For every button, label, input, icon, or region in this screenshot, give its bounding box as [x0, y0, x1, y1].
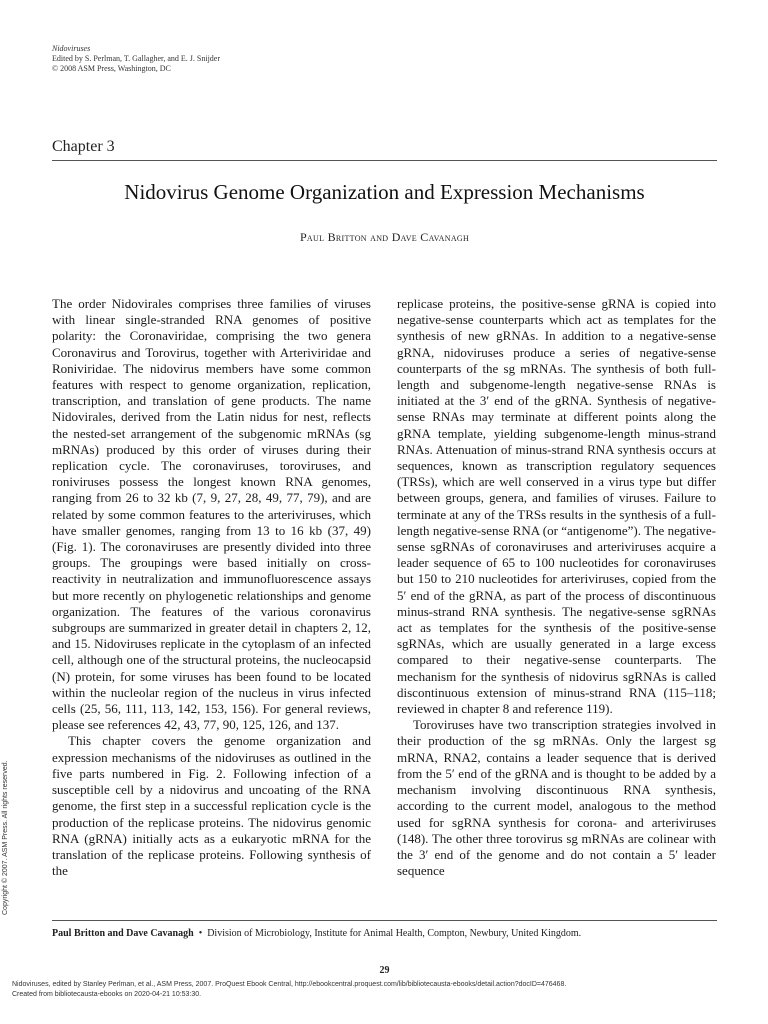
paragraph-4: Toroviruses have two transcription strategies involved in their production of the sg mRNAs. Only the largest sg mRNA, RNA2, contains a leader sequence that is derived from the 5′ end of the gRNA and is thought to be added by a mechanism involving discontinuous RNA synthesis, according to the current model, analogous to the method used for sgRNA synthesis for corona- and arteriviruses (148). The other three torovirus sg mRNAs are colinear with the 3′ end of the genome and do not contain a 5′ leader sequence — [397, 717, 716, 879]
chapter-rule — [52, 160, 717, 161]
citation-footer — [12, 980, 757, 1000]
citation-line-2: Created from bibliotecausta-ebooks on 2020-04-21 10:53:30. — [12, 991, 202, 998]
running-header — [52, 44, 220, 74]
editors-line: Edited by S. Perlman, T. Gallagher, and E. J. Snijder — [52, 54, 221, 63]
chapter-label: Chapter 3 — [52, 138, 115, 155]
copyright-line: © 2008 ASM Press, Washington, DC — [52, 64, 171, 73]
paragraph-3: replicase proteins, the positive-sense gRNA is copied into negative-sense counterparts which act as templates for the synthesis of new gRNAs. In addition to a negative-sense gRNA, nidoviruses produce a series of negative-sense counterparts of the sg mRNAs. The synthesis of both full-length and subgenome-length negative-sense RNAs is initiated at the 3′ end of the gRNA. Synthesis of negative-sense RNAs may terminate at different points along the gRNA template, yielding subgenome-length minus-strand RNAs. Attenuation of minus-strand RNA synthesis occurs at sequences, known as transcription regulatory sequences (TRSs), which are well conserved in a virus type but differ between groups, genera, and families of viruses. Failure to terminate at any of the TRSs results in the synthesis of a full-length negative-sense RNA (or “antigenome”). The negative-sense sgRNAs of coronaviruses and arteriviruses acquire a leader sequence of 65 to 100 nucleotides for coronaviruses but 150 to 210 nucleotides for arteriviruses, copied from the 5′ end of the gRNA, as part of the process of discontinuous minus-strand RNA synthesis. The negative-sense sgRNAs act as templates for the synthesis of the positive-sense sgRNAs, which are usually generated in a large excess compared to their negative-sense counterparts. The mechanism for the synthesis of nidovirus sgRNAs is called discontinuous extension of minus-strand RNA (115–118; reviewed in chapter 8 and reference 119). — [397, 296, 716, 717]
affiliation-text: Division of Microbiology, Institute for Animal Health, Compton, Newbury, United Kingdom. — [207, 928, 582, 939]
page-number: 29 — [379, 965, 390, 976]
side-copyright-text: Copyright © 2007. ASM Press. All rights reserved. — [2, 760, 9, 915]
paragraph-1: The order Nidovirales comprises three families of viruses with linear single-stranded RNA genomes of positive polarity: the Coronaviridae, comprising the two genera Coronavirus and Torovirus, together with Arteriviridae and Roniviridae. The nidovirus members have some common features with respect to genome organization, replication, transcription, and translation of gene products. The name Nidovirales, derived from the Latin nidus for nest, reflects the nested-set arrangement of the subgenomic mRNAs (sg mRNAs) produced by this order of viruses during their replication cycle. The coronaviruses, toroviruses, and roniviruses possess the longest known RNA genomes, ranging from 26 to 32 kb (7, 9, 27, 28, 49, 77, 79), and are related by some common features to the arteriviruses, which have smaller genomes, ranging from 13 to 16 kb (37, 49) (Fig. 1). The coronaviruses are presently divided into three groups. The groupings were based initially on cross-reactivity in neutralization and immunofluorescence assays but more recently on phylogenetic relationships and genome organization. The features of the various coronavirus subgroups are summarized in greater detail in chapters 2, 12, and 15. Nidoviruses replicate in the cytoplasm of an infected cell, although one of the structural proteins, the nucleocapsid (N) protein, for some viruses has been found to be located within the nucleolar region of the nucleus in virus infected cells (25, 56, 111, 113, 142, 153, 156). For general reviews, please see references 42, 43, 77, 90, 125, 126, and 137. — [52, 296, 371, 733]
chapter-title: Nidovirus Genome Organization and Expression Mechanisms — [124, 180, 645, 204]
body-column-right — [397, 296, 716, 879]
author-affiliation — [52, 928, 717, 939]
paragraph-2: This chapter covers the genome organization and expression mechanisms of the nidoviruses as outlined in the five parts numbered in Fig. 2. Following infection of a susceptible cell by a nidovirus and uncoating of the RNA genome, the first step in a successful replication cycle is the production of the replicase proteins. The nidovirus genomic RNA (gRNA) initially acts as a eukaryotic mRNA for the translation of the replicase proteins. Following synthesis of the — [52, 733, 371, 879]
affiliation-authors: Paul Britton and Dave Cavanagh — [52, 928, 194, 939]
body-column-left — [52, 296, 371, 879]
footnote-rule — [52, 920, 717, 921]
book-title: Nidoviruses — [52, 44, 91, 53]
chapter-authors: Paul Britton and Dave Cavanagh — [299, 230, 470, 244]
bullet-separator: • — [198, 928, 203, 939]
side-copyright — [2, 735, 18, 915]
citation-line-1: Nidoviruses, edited by Stanley Perlman, et al., ASM Press, 2007. ProQuest Ebook Central, http://ebookcentral.proquest.com/lib/bibliotecausta-ebooks/detail.action?docID=476468. — [12, 981, 567, 988]
